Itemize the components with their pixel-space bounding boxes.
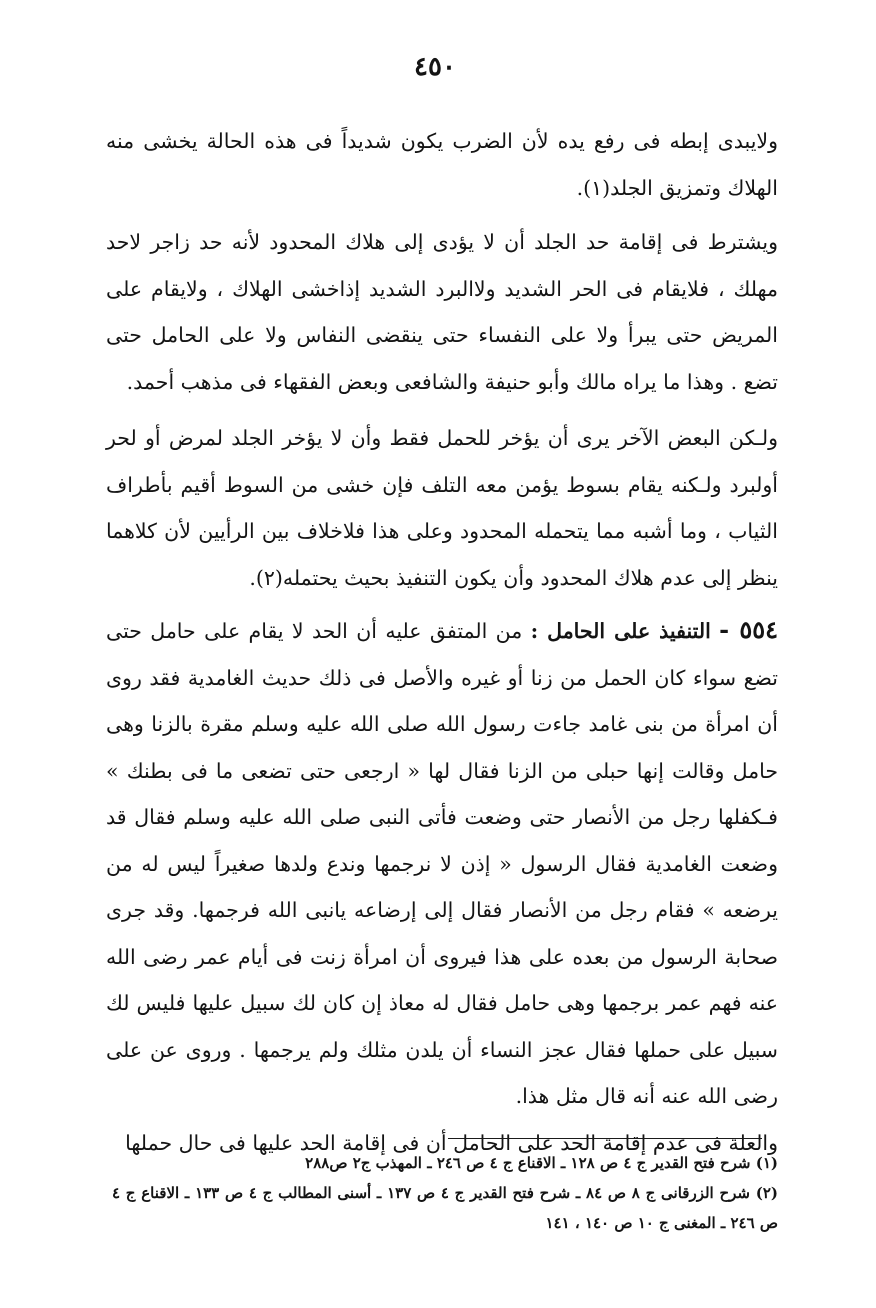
paragraph-3: ولـكن البعض الآخر يرى أن يؤخر للحمل فقط وأن لا يؤخر الجلد لمرض أو لحر أولبرد ولـكنه يقام بسوط يؤمن معه التلف فإن خشى من السوط أقيم بأطراف الثياب ، وما أشبه مما يتحمله المحدود وعلى هذا فلاخلاف بين الرأيين لأن كلاهما ينظر إلى عدم هلاك المحدود وأن يكون التنفيذ بحيث يحتمله(٢). [106, 426, 778, 590]
paragraph-5: والعلة فى عدم إقامة الحد على الحامل أن فى إقامة الحد عليها فى حال حملها [125, 1130, 778, 1155]
footnote-1: (١) شرح فتح القدير ج ٤ ص ١٢٨ ـ الاقناع ج ٤ ص ٢٤٦ ـ المهذب ج٢ ص٢٨٨ [305, 1154, 778, 1172]
footnotes [112, 1148, 778, 1238]
paragraph-4 [106, 607, 778, 1120]
page-number: ٤٥٠ [414, 52, 456, 82]
section-number: ٥٥٤ - [719, 615, 778, 644]
paragraph-4-text: من المتفق عليه أن الحد لا يقام على حامل حتى تضع سواء كان الحمل من زنا أو غيره والأصل فى ذلك حديث الغامدية فقد روى أن امرأة من بنى غامد جاءت رسول الله صلى الله عليه وسلم مقرة بالزنا وهى حامل وقالت إنها حبلى من الزنا فقال لها « ارجعى حتى تضعى ما فى بطنك » فـكفلها رجل من الأنصار حتى وضعت فأتى النبى صلى الله عليه وسلم فقال قد وضعت الغامدية فقال الرسول « إذن لا نرجمها وندع ولدها صغيراً ليس له من يرضعه » فقام رجل من الأنصار فقال إلى إرضاعه يانبى الله فرجمها. وقد جرى صحابة الرسول من بعده على هذا فيروى أن امرأة زنت فى أيام عمر رضى الله عنه فهم عمر برجمها وهى حامل فقال له معاذ إن كان لك سبيل عليها فليس لك سبيل على حملها فقال عجز النساء أن يلدن مثلك ولم يرجمها . وروى عن على رضى الله عنه أنه قال مثل هذا. [106, 619, 778, 1108]
main-text [106, 118, 778, 1166]
paragraph-1: ولايبدى إبطه فى رفع يده لأن الضرب يكون شديداً فى هذه الحالة يخشى منه الهلاك وتمزيق الجلد(١). [106, 129, 778, 200]
footnote-2: (٢) شرح الزرقانى ج ٨ ص ٨٤ ـ شرح فتح القدير ج ٤ ص ١٣٧ ـ أسنى المطالب ج ٤ ص ١٣٣ ـ الاقناع ج ٤ ص ٢٤٦ ـ المغنى ج ١٠ ص ١٤٠ ، ١٤١ [112, 1184, 778, 1232]
paragraph-2: ويشترط فى إقامة حد الجلد أن لا يؤدى إلى هلاك المحدود لأنه حد زاجر لاحد مهلك ، فلايقام فى الحر الشديد ولاالبرد الشديد إذاخشى الهلاك ، ولايقام على المريض حتى يبرأ ولا على النفساء حتى ينقضى النفاس ولا على الحامل حتى تضع . وهذا ما يراه مالك وأبو حنيفة والشافعى وبعض الفقهاء فى مذهب أحمد. [106, 230, 778, 394]
footnote-divider [448, 1138, 762, 1139]
section-title: التنفيذ على الحامل : [530, 619, 711, 643]
